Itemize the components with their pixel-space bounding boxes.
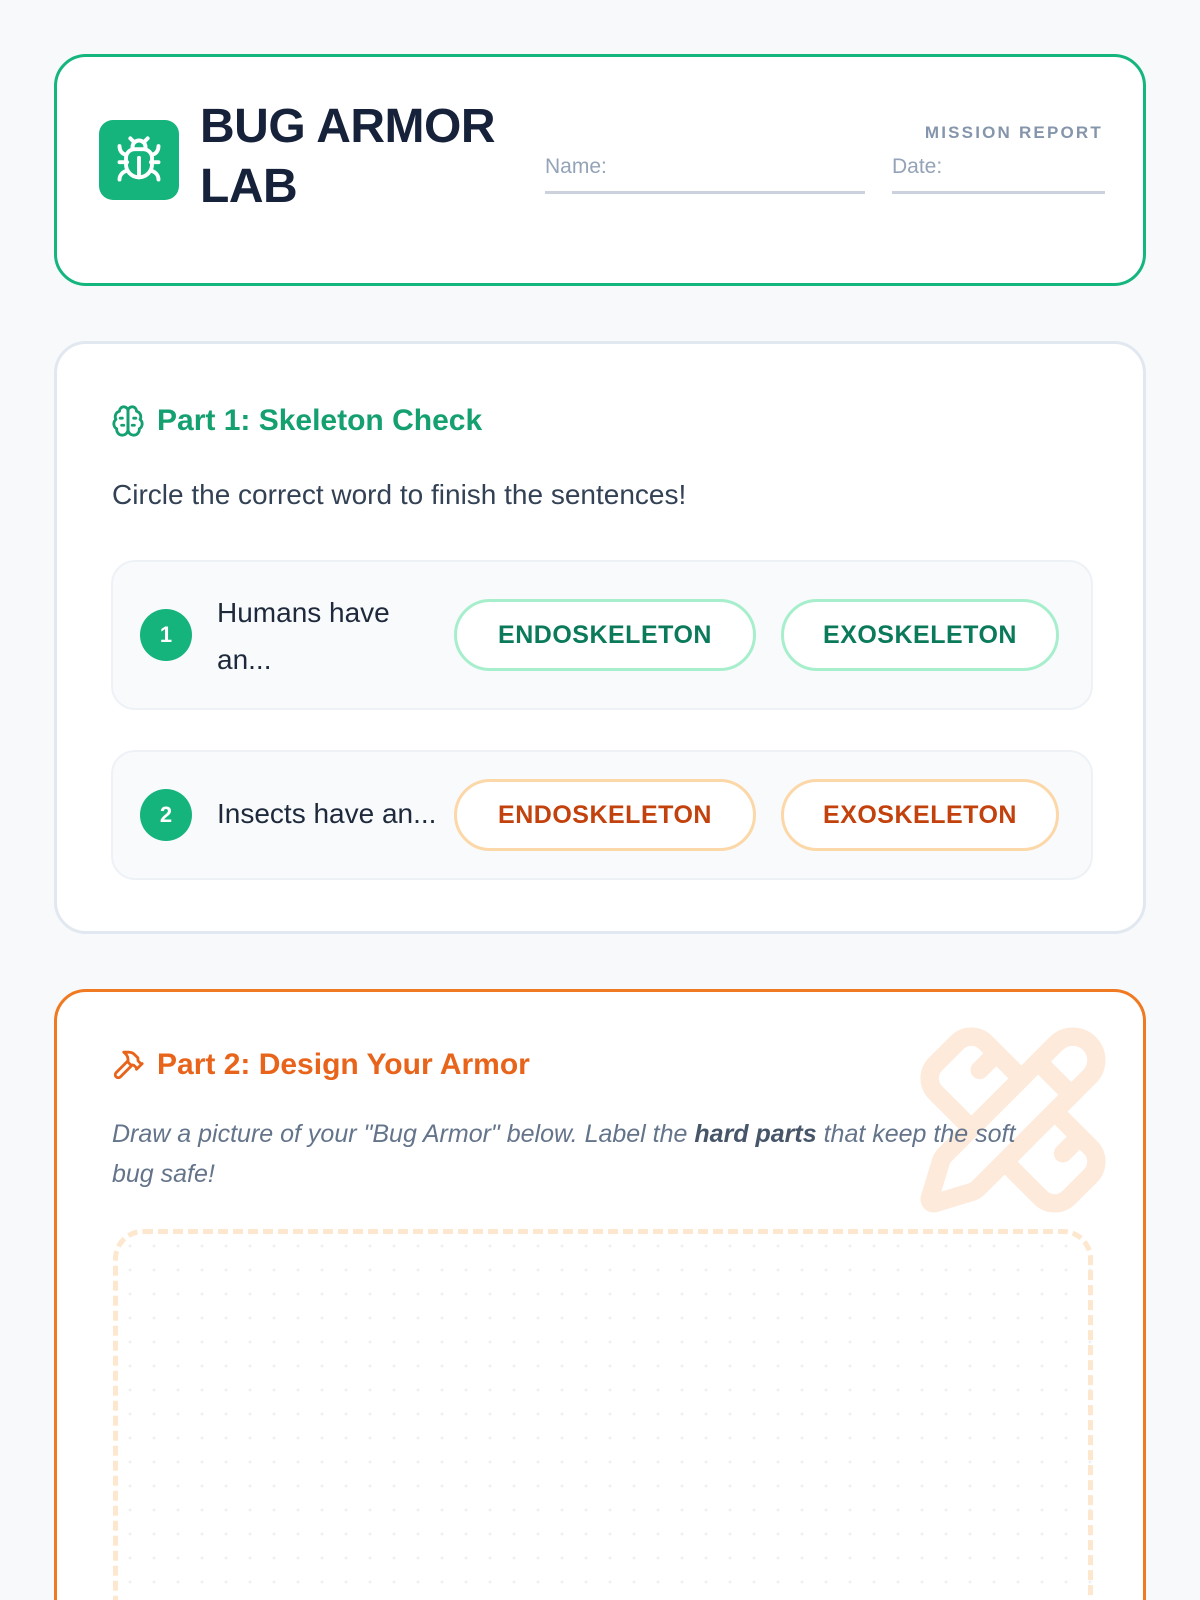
instructions-bold-text: hard parts: [694, 1120, 817, 1148]
brain-icon: [111, 404, 145, 438]
option-endoskeleton-button[interactable]: ENDOSKELETON: [454, 779, 756, 851]
app-title: BUG ARMOR LAB: [200, 100, 496, 213]
hammer-icon: [111, 1048, 145, 1082]
drawing-area[interactable]: [113, 1229, 1093, 1600]
question-text: Humans have an...: [217, 597, 390, 675]
part1-title: Part 1: Skeleton Check: [157, 404, 483, 437]
part2-title: Part 2: Design Your Armor: [157, 1048, 530, 1081]
option-endoskeleton-button[interactable]: ENDOSKELETON: [454, 599, 756, 671]
bug-icon: [113, 134, 165, 186]
date-field[interactable]: [892, 152, 1105, 194]
question-number: 1: [140, 609, 192, 661]
question-number: 2: [140, 789, 192, 841]
name-label: Name:: [545, 155, 607, 178]
part1-instructions: Circle the correct word to finish the sentences!: [112, 479, 687, 510]
part2-heading: [111, 1048, 530, 1082]
date-label: Date:: [892, 155, 943, 178]
option-exoskeleton-button[interactable]: EXOSKELETON: [781, 779, 1059, 851]
name-field[interactable]: [545, 152, 865, 194]
option-exoskeleton-button[interactable]: EXOSKELETON: [781, 599, 1059, 671]
question-text: Insects have an...: [217, 798, 437, 829]
part1-heading: [111, 404, 482, 438]
instructions-text: Draw a picture of your "Bug Armor" below. Label the: [112, 1120, 695, 1148]
logo: [99, 120, 179, 200]
part2-card: [54, 989, 1146, 1600]
part2-instructions: [112, 1114, 1052, 1194]
question-row: [111, 750, 1093, 880]
mission-report-label: MISSION REPORT: [924, 123, 1103, 142]
question-row: [111, 560, 1093, 710]
part1-card: [54, 341, 1146, 934]
instructions-text-end: that keep the soft bug safe!: [112, 1120, 1016, 1188]
header-card: [54, 54, 1146, 286]
